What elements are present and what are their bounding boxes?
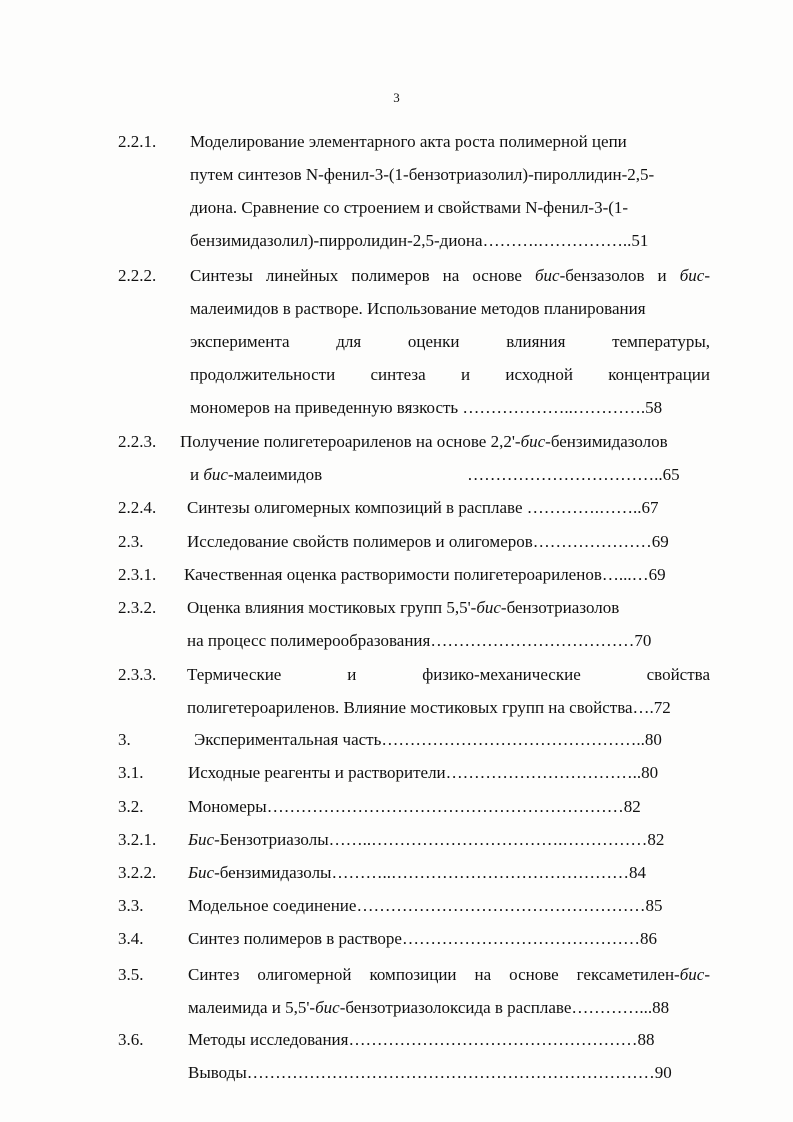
text-segment: -бензимидазолы………..……………………………………84 (214, 863, 646, 882)
text-segment: -бензотриазолов (500, 598, 620, 617)
italic-term: бис (315, 998, 340, 1017)
text-segment: и (190, 465, 204, 484)
text-segment: Синтезы линейных полимеров на основе (190, 266, 535, 285)
toc-entry-line: бензимидазолил)-пирролидин-2,5-диона……….……………..51 (190, 231, 649, 250)
toc-entry-line: Модельное соединение……………………………………………85 (188, 896, 663, 915)
toc-entry-line: Синтезы олигомерных композиций в расплаве ………….……..67 (187, 498, 659, 517)
toc-entry-line: Исходные реагенты и растворители……………………………..80 (188, 763, 659, 782)
text-segment: ……………………………..65 (467, 465, 680, 484)
text-segment: -Бензотриазолы……..…………………………….……………82 (214, 830, 665, 849)
toc-entry-number: 3. (118, 730, 131, 749)
toc-entry-line: Качественная оценка растворимости полигетероариленов…...…69 (184, 565, 666, 584)
toc-entry-number: 3.4. (118, 929, 144, 948)
toc-entry-line (190, 464, 680, 486)
toc-entry-number: 2.2.1. (118, 132, 157, 151)
toc-entry-line: малеимидов в растворе. Использование методов планирования (190, 299, 646, 318)
toc-entry-line: путем синтезов N-фенил-3-(1-бензотриазолил)-пироллидин-2,5- (190, 165, 655, 184)
toc-entry-line: Выводы………………………………………………………………90 (188, 1063, 672, 1082)
toc-entry-line (190, 265, 710, 287)
toc-entry-line: Мономеры………………………………………………………82 (188, 797, 641, 816)
text-segment: - (704, 266, 710, 285)
text-segment: -бензазолов и (559, 266, 680, 285)
text-segment: - (704, 965, 710, 984)
italic-term: бис (679, 266, 705, 285)
italic-term: бис (203, 465, 228, 484)
toc-entry-line (188, 829, 664, 851)
toc-entry-number: 3.3. (118, 896, 144, 915)
toc-entry-line: на процесс полимерообразования………………………………70 (187, 631, 652, 650)
text-segment: -бензотриазолоксида в расплаве…………...88 (339, 998, 670, 1017)
text-segment: малеимида и 5,5'- (188, 998, 316, 1017)
toc-entry-line: Исследование свойств полимеров и олигомеров…………………69 (187, 532, 669, 551)
italic-term: бис (534, 266, 560, 285)
toc-entry-line (187, 597, 619, 619)
toc-entry-number: 3.2. (118, 797, 144, 816)
toc-entry-number: 2.3. (118, 532, 144, 551)
page-number: 3 (393, 90, 400, 105)
italic-term: бис (476, 598, 501, 617)
toc-entry-number: 2.2.3. (118, 432, 157, 451)
toc-entry-line: Термические и физико-механические свойства (187, 665, 710, 684)
toc-entry-number: 3.5. (118, 965, 144, 984)
toc-entry-number: 2.3.2. (118, 598, 157, 617)
toc-entry-number: 3.2.1. (118, 830, 157, 849)
text-segment: Оценка влияния мостиковых групп 5,5'- (187, 598, 477, 617)
toc-entry-line: Экспериментальная часть………………………………………..80 (194, 730, 662, 749)
toc-entry-line: эксперимента для оценки влияния температуры, (190, 332, 710, 351)
toc-entry-number: 2.2.2. (118, 266, 157, 285)
text-segment: Получение полигетероариленов на основе 2,2'- (180, 432, 521, 451)
toc-entry-number: 2.3.1. (118, 565, 157, 584)
toc-entry-number: 3.6. (118, 1030, 144, 1049)
italic-term: Бис (188, 863, 215, 882)
text-segment: -малеимидов (227, 465, 323, 484)
toc-entry-line: мономеров на приведенную вязкость ………………..………….58 (190, 398, 663, 417)
toc-entry-line (188, 964, 710, 986)
toc-entry-line: продолжительности синтеза и исходной концентрации (190, 365, 710, 384)
toc-entry-number: 3.2.2. (118, 863, 157, 882)
italic-term: бис (520, 432, 546, 451)
toc-entry-number: 3.1. (118, 763, 144, 782)
toc-entry-line: полигетероариленов. Влияние мостиковых групп на свойства….72 (187, 698, 671, 717)
italic-term: Бис (188, 830, 215, 849)
toc-entry-line: Синтез полимеров в растворе……………………………………86 (188, 929, 657, 948)
toc-entry-line (180, 431, 668, 453)
toc-entry-number: 2.2.4. (118, 498, 157, 517)
toc-entry-line: Методы исследования……………………………………………88 (188, 1030, 655, 1049)
toc-entry-line: диона. Сравнение со строением и свойствами N-фенил-3-(1- (190, 198, 629, 217)
text-segment: Синтез олигомерной композиции на основе гексаметилен- (188, 965, 680, 984)
toc-entry-line (188, 997, 669, 1019)
toc-entry-line (188, 862, 646, 884)
text-segment: -бензимидазолов (545, 432, 668, 451)
toc-entry-line: Моделирование элементарного акта роста полимерной цепи (190, 132, 627, 151)
toc-entry-number: 2.3.3. (118, 665, 157, 684)
italic-term: бис (679, 965, 705, 984)
